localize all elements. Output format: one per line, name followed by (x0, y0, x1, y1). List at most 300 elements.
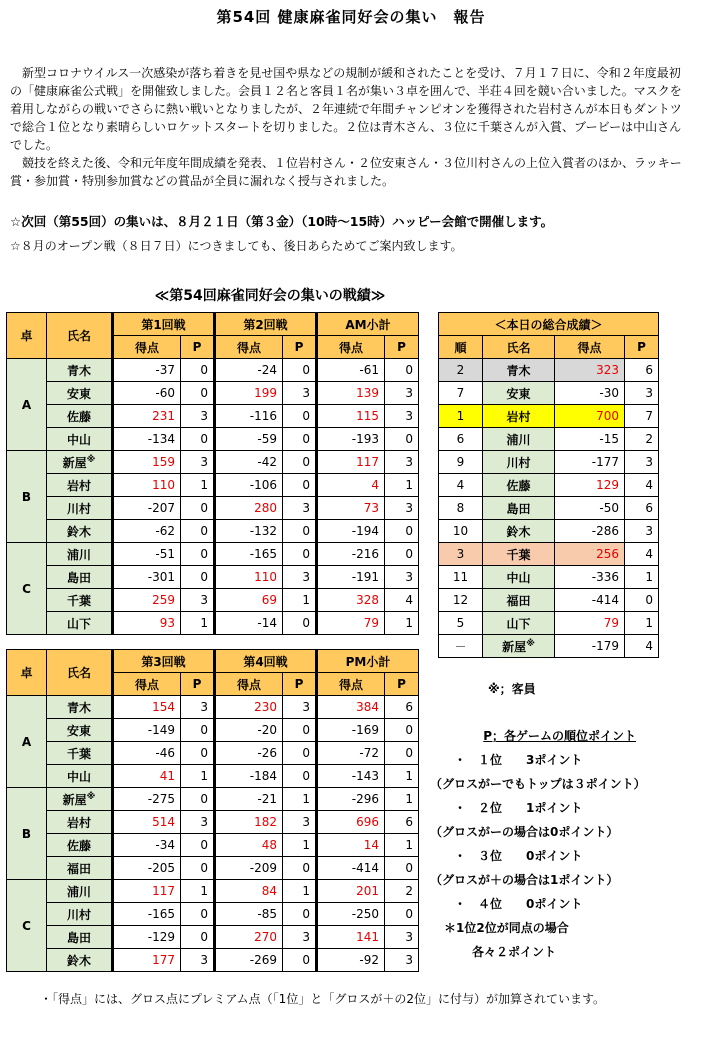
table-row (7, 520, 419, 543)
score-cell: 129 (555, 474, 625, 497)
summary-row (439, 451, 659, 474)
player-name-text: 安東 (506, 386, 531, 401)
player-name (47, 719, 113, 742)
player-name-text: 島田 (66, 930, 91, 945)
score-cell: -149 (113, 719, 181, 742)
rank-cell: 11 (439, 566, 483, 589)
point-cell: 1 (385, 612, 419, 635)
column-header-point: P (625, 336, 659, 359)
point-cell: 0 (385, 857, 419, 880)
score-cell: 280 (215, 497, 283, 520)
point-cell: 0 (283, 451, 317, 474)
point-cell: 0 (283, 765, 317, 788)
summary-row (439, 543, 659, 566)
point-cell: 0 (625, 589, 659, 612)
column-header-round: 第2回戦 (215, 313, 317, 336)
score-cell: -46 (113, 742, 181, 765)
point-cell: 1 (625, 612, 659, 635)
point-cell: 1 (283, 589, 317, 612)
player-name-text: 新屋 (502, 639, 527, 654)
results-subtitle: ≪第54回麻雀同好会の集いの戦績≫ (154, 288, 386, 304)
point-cell: 0 (385, 520, 419, 543)
player-name-text: 岩村 (66, 478, 91, 493)
summary-row (439, 589, 659, 612)
player-name (47, 451, 113, 474)
overall-results-table (438, 312, 659, 658)
point-cell: 3 (181, 696, 215, 719)
point-cell: 3 (283, 696, 317, 719)
score-cell: 514 (113, 811, 181, 834)
score-cell: 270 (215, 926, 283, 949)
point-cell: 0 (385, 359, 419, 382)
player-name (483, 474, 555, 497)
score-cell: -129 (113, 926, 181, 949)
point-cell: 3 (385, 926, 419, 949)
points-rule-line: ＊1位2位が同点の場合 (444, 921, 569, 935)
score-cell: 154 (113, 696, 181, 719)
player-name-text: 福田 (506, 593, 531, 608)
guest-note: ※；客員 (488, 682, 536, 696)
player-name-text: 島田 (66, 570, 91, 585)
points-rule-line: （グロスがーの場合は0ポイント） (430, 825, 619, 839)
point-cell: 4 (625, 543, 659, 566)
table-letter: B (7, 451, 47, 543)
point-cell: 6 (385, 811, 419, 834)
rank-cell: 7 (439, 382, 483, 405)
column-header-rank: 順 (439, 336, 483, 359)
score-cell: 700 (555, 405, 625, 428)
point-cell: 3 (385, 451, 419, 474)
column-header-score: 得点 (555, 336, 625, 359)
score-cell: -165 (215, 543, 283, 566)
table-row (7, 382, 419, 405)
point-cell: 3 (385, 405, 419, 428)
player-name-text: 浦川 (506, 432, 531, 447)
player-name (47, 359, 113, 382)
point-cell: 3 (625, 520, 659, 543)
table-row (7, 811, 419, 834)
table-row (7, 926, 419, 949)
score-cell: 117 (317, 451, 385, 474)
rank-cell: 8 (439, 497, 483, 520)
open-match-notice: ☆８月のオープン戦（８日７日）につきましても、後日あらためてご案内致します。 (10, 239, 463, 253)
score-cell: -414 (317, 857, 385, 880)
point-cell: 0 (181, 857, 215, 880)
score-cell: 79 (317, 612, 385, 635)
score-cell: -30 (555, 382, 625, 405)
score-cell: -34 (113, 834, 181, 857)
score-cell: -15 (555, 428, 625, 451)
rank-cell: 10 (439, 520, 483, 543)
summary-row (439, 474, 659, 497)
point-cell: 0 (283, 405, 317, 428)
table-row (7, 405, 419, 428)
score-cell: -21 (215, 788, 283, 811)
table-row (7, 788, 419, 811)
point-cell: 0 (283, 474, 317, 497)
player-name (47, 589, 113, 612)
point-cell: 0 (283, 742, 317, 765)
column-header-point: P (283, 336, 317, 359)
column-header-table: 卓 (7, 650, 47, 696)
player-name (47, 497, 113, 520)
player-name-text: 岩村 (66, 815, 91, 830)
score-cell: 141 (317, 926, 385, 949)
am-results-table (6, 312, 419, 635)
score-cell: -216 (317, 543, 385, 566)
am-results-body (7, 313, 419, 635)
score-cell: -286 (555, 520, 625, 543)
rank-cell: 4 (439, 474, 483, 497)
summary-header-row (439, 336, 659, 359)
table-row (7, 949, 419, 972)
point-cell: 0 (283, 719, 317, 742)
table-row (7, 497, 419, 520)
point-cell: 3 (625, 451, 659, 474)
point-cell: 0 (181, 788, 215, 811)
score-cell: 115 (317, 405, 385, 428)
point-cell: 0 (181, 520, 215, 543)
player-name (47, 543, 113, 566)
table-row (7, 857, 419, 880)
point-cell: 1 (385, 834, 419, 857)
table-row (7, 543, 419, 566)
player-name (47, 903, 113, 926)
score-cell: -51 (113, 543, 181, 566)
player-name (47, 834, 113, 857)
header-row (7, 313, 419, 336)
score-cell: -165 (113, 903, 181, 926)
summary-row (439, 612, 659, 635)
score-cell: -207 (113, 497, 181, 520)
point-cell: 3 (283, 566, 317, 589)
score-cell: -116 (215, 405, 283, 428)
column-header-point: P (181, 673, 215, 696)
pm-results-table (6, 649, 419, 972)
score-cell: -205 (113, 857, 181, 880)
table-letter: B (7, 788, 47, 880)
point-cell: 3 (181, 405, 215, 428)
score-cell: 201 (317, 880, 385, 903)
player-name (47, 788, 113, 811)
score-cell: -24 (215, 359, 283, 382)
player-name (47, 428, 113, 451)
summary-row (439, 405, 659, 428)
point-cell: 0 (181, 566, 215, 589)
point-cell: 1 (181, 765, 215, 788)
point-cell: 1 (181, 880, 215, 903)
player-name (483, 405, 555, 428)
player-name-text: 川村 (506, 455, 531, 470)
score-cell: -414 (555, 589, 625, 612)
summary-row (439, 428, 659, 451)
intro-paragraph-2: 競技を終えた後、令和元年度年間成績を発表、１位岩村さん・２位安東さん・３位川村さんの上位入賞者のほか、ラッキー賞・参加賞・特別参加賞などの賞品が全員に漏れなく授与されました。 (10, 156, 682, 188)
player-name-text: 佐藤 (506, 478, 531, 493)
table-row (7, 612, 419, 635)
point-cell: 0 (181, 543, 215, 566)
player-name-text: 中山 (66, 769, 91, 784)
score-cell: 139 (317, 382, 385, 405)
score-cell: -61 (317, 359, 385, 382)
point-cell: 0 (283, 520, 317, 543)
column-header-table: 卓 (7, 313, 47, 359)
player-name-text: 島田 (506, 501, 531, 516)
guest-mark: ※ (86, 454, 96, 465)
point-cell: 1 (385, 788, 419, 811)
table-row (7, 451, 419, 474)
player-name-text: 千葉 (66, 746, 91, 761)
table-row (7, 742, 419, 765)
intro-text (10, 64, 690, 190)
score-cell: 48 (215, 834, 283, 857)
points-rule-line: ・ ３位 0ポイント (454, 849, 583, 863)
point-cell: 4 (385, 589, 419, 612)
table-row (7, 880, 419, 903)
player-name (483, 428, 555, 451)
score-cell: -14 (215, 612, 283, 635)
intro-paragraph-1: 新型コロナウイルス一次感染が落ち着きを見せ国や県などの規制が緩和されたことを受け、７月１７日に、令和２年度最初の「健康麻雀公式戦」を開催致しました。会員１２名と客員１名が集い３卓を囲んで、半荘４回を競い合いました。マスクを着用しながらの戦いでさらに熱い戦いとなりましたが、２年連続で年間チャンピオンを獲得された岩村さんが本日もダントツで総合１位となり素晴らしいロケットスタートを切りました。２位は青木さん、３位に千葉さんが入賞、ブービーは中山さんでした。 (10, 66, 682, 152)
score-cell: 73 (317, 497, 385, 520)
player-name (47, 742, 113, 765)
player-name-text: 福田 (66, 861, 91, 876)
score-cell: 199 (215, 382, 283, 405)
point-cell: 0 (385, 742, 419, 765)
player-name (483, 566, 555, 589)
point-cell: 6 (625, 359, 659, 382)
point-cell: 1 (283, 788, 317, 811)
point-cell: 0 (181, 742, 215, 765)
score-cell: -60 (113, 382, 181, 405)
pm-results-body (7, 650, 419, 972)
score-cell: -59 (215, 428, 283, 451)
score-cell: -50 (555, 497, 625, 520)
point-cell: 3 (385, 949, 419, 972)
player-name-text: 浦川 (66, 884, 91, 899)
page-title: 第54回 健康麻雀同好会の集い 報告 (216, 8, 486, 26)
column-header-point: P (385, 336, 419, 359)
rank-cell: 6 (439, 428, 483, 451)
score-cell: -296 (317, 788, 385, 811)
point-cell: 1 (283, 880, 317, 903)
table-row (7, 428, 419, 451)
score-cell: -275 (113, 788, 181, 811)
point-cell: 1 (625, 566, 659, 589)
next-meeting-notice: ☆次回（第55回）の集いは、８月２１日（第３金）（10時～15時）ハッピー会館で開催します。 (10, 214, 554, 229)
table-letter: C (7, 543, 47, 635)
table-row (7, 589, 419, 612)
rank-cell: 9 (439, 451, 483, 474)
score-cell: -250 (317, 903, 385, 926)
summary-title: ＜本日の総合成績＞ (439, 313, 659, 336)
point-cell: 0 (181, 834, 215, 857)
score-cell: 41 (113, 765, 181, 788)
rank-cell: 1 (439, 405, 483, 428)
score-cell: -184 (215, 765, 283, 788)
overall-results-body (439, 313, 659, 658)
column-header-round: 第1回戦 (113, 313, 215, 336)
player-name-text: 千葉 (506, 547, 531, 562)
point-cell: 6 (385, 696, 419, 719)
points-rule-line: ・ １位 3ポイント (454, 753, 583, 767)
summary-title-row (439, 313, 659, 336)
column-header-name: 氏名 (483, 336, 555, 359)
score-cell: -169 (317, 719, 385, 742)
points-rule-line: （グロスが＋の場合は1ポイント） (430, 873, 619, 887)
player-name-text: 川村 (66, 907, 91, 922)
player-name (47, 405, 113, 428)
player-name-text: 佐藤 (66, 409, 91, 424)
guest-mark: ※ (86, 791, 96, 802)
table-letter: A (7, 696, 47, 788)
table-row (7, 765, 419, 788)
score-cell: -209 (215, 857, 283, 880)
player-name-text: 鈴木 (66, 953, 91, 968)
point-cell: 2 (625, 428, 659, 451)
point-cell: 2 (385, 880, 419, 903)
score-cell: 182 (215, 811, 283, 834)
player-name-text: 青木 (66, 700, 91, 715)
score-cell: -143 (317, 765, 385, 788)
point-cell: 0 (283, 949, 317, 972)
point-cell: 7 (625, 405, 659, 428)
point-cell: 3 (385, 566, 419, 589)
point-cell: 0 (283, 612, 317, 635)
table-row (7, 834, 419, 857)
summary-row (439, 635, 659, 658)
rank-cell: 12 (439, 589, 483, 612)
player-name-text: 山下 (506, 616, 531, 631)
player-name (47, 949, 113, 972)
point-cell: 3 (283, 382, 317, 405)
column-header-score: 得点 (215, 673, 283, 696)
player-name-text: 鈴木 (66, 524, 91, 539)
player-name-text: 千葉 (66, 593, 91, 608)
player-name (47, 926, 113, 949)
point-cell: 3 (625, 382, 659, 405)
player-name-text: 鈴木 (506, 524, 531, 539)
score-cell: -193 (317, 428, 385, 451)
point-cell: 0 (181, 382, 215, 405)
player-name-text: 中山 (66, 432, 91, 447)
points-rule-line: ・ ２位 1ポイント (454, 801, 583, 815)
column-header-score: 得点 (317, 673, 385, 696)
point-cell: 0 (385, 543, 419, 566)
score-cell: -85 (215, 903, 283, 926)
point-cell: 1 (181, 474, 215, 497)
point-cell: 3 (181, 451, 215, 474)
column-header-score: 得点 (113, 336, 181, 359)
score-cell: -20 (215, 719, 283, 742)
points-rules (428, 724, 698, 964)
player-name-text: 青木 (66, 363, 91, 378)
score-cell: -134 (113, 428, 181, 451)
rank-cell: 5 (439, 612, 483, 635)
rank-cell: 3 (439, 543, 483, 566)
point-cell: 1 (181, 612, 215, 635)
player-name-text: 佐藤 (66, 838, 91, 853)
point-cell: 3 (181, 811, 215, 834)
column-header-point: P (181, 336, 215, 359)
point-cell: 3 (181, 949, 215, 972)
column-header-score: 得点 (317, 336, 385, 359)
summary-row (439, 359, 659, 382)
point-cell: 4 (625, 474, 659, 497)
score-cell: -72 (317, 742, 385, 765)
table-row (7, 474, 419, 497)
score-cell: 14 (317, 834, 385, 857)
player-name (483, 589, 555, 612)
point-cell: 1 (385, 474, 419, 497)
column-header-name: 氏名 (47, 650, 113, 696)
score-cell: -177 (555, 451, 625, 474)
score-footnote: ・「得点」には、グロス点にプレミアム点（「1位」と「グロスが＋の2位」に付与）が加算されています。 (40, 992, 605, 1006)
score-cell: 231 (113, 405, 181, 428)
table-row (7, 719, 419, 742)
player-name (47, 520, 113, 543)
score-cell: -42 (215, 451, 283, 474)
column-header-round: 第4回戦 (215, 650, 317, 673)
point-cell: 0 (385, 903, 419, 926)
rank-cell: － (439, 635, 483, 658)
point-cell: 0 (283, 359, 317, 382)
point-cell: 3 (283, 926, 317, 949)
table-letter: C (7, 880, 47, 972)
table-row (7, 566, 419, 589)
player-name-text: 川村 (66, 501, 91, 516)
summary-row (439, 497, 659, 520)
points-rule-line: 各々２ポイント (472, 945, 557, 959)
player-name-text: 浦川 (66, 547, 91, 562)
score-cell: 159 (113, 451, 181, 474)
point-cell: 0 (283, 857, 317, 880)
player-name (47, 765, 113, 788)
rank-cell: 2 (439, 359, 483, 382)
point-cell: 0 (181, 926, 215, 949)
player-name (483, 543, 555, 566)
player-name (483, 635, 555, 658)
player-name (483, 520, 555, 543)
column-header-score: 得点 (215, 336, 283, 359)
player-name-text: 青木 (506, 363, 531, 378)
point-cell: 3 (283, 811, 317, 834)
score-cell: -106 (215, 474, 283, 497)
table-letter: A (7, 359, 47, 451)
point-cell: 0 (181, 359, 215, 382)
score-cell: 79 (555, 612, 625, 635)
player-name (47, 696, 113, 719)
player-name (483, 497, 555, 520)
column-header-name: 氏名 (47, 313, 113, 359)
player-name-text: 安東 (66, 723, 91, 738)
point-cell: 0 (283, 428, 317, 451)
point-cell: 0 (283, 543, 317, 566)
point-cell: 0 (181, 497, 215, 520)
score-cell: 384 (317, 696, 385, 719)
guest-mark: ※ (526, 638, 535, 649)
header-row (7, 650, 419, 673)
column-header-round: 第3回戦 (113, 650, 215, 673)
score-cell: -132 (215, 520, 283, 543)
score-cell: -62 (113, 520, 181, 543)
score-cell: -301 (113, 566, 181, 589)
score-cell: 93 (113, 612, 181, 635)
summary-row (439, 566, 659, 589)
player-name (483, 382, 555, 405)
score-cell: 69 (215, 589, 283, 612)
point-cell: 0 (385, 428, 419, 451)
column-header-point: P (385, 673, 419, 696)
score-cell: -336 (555, 566, 625, 589)
